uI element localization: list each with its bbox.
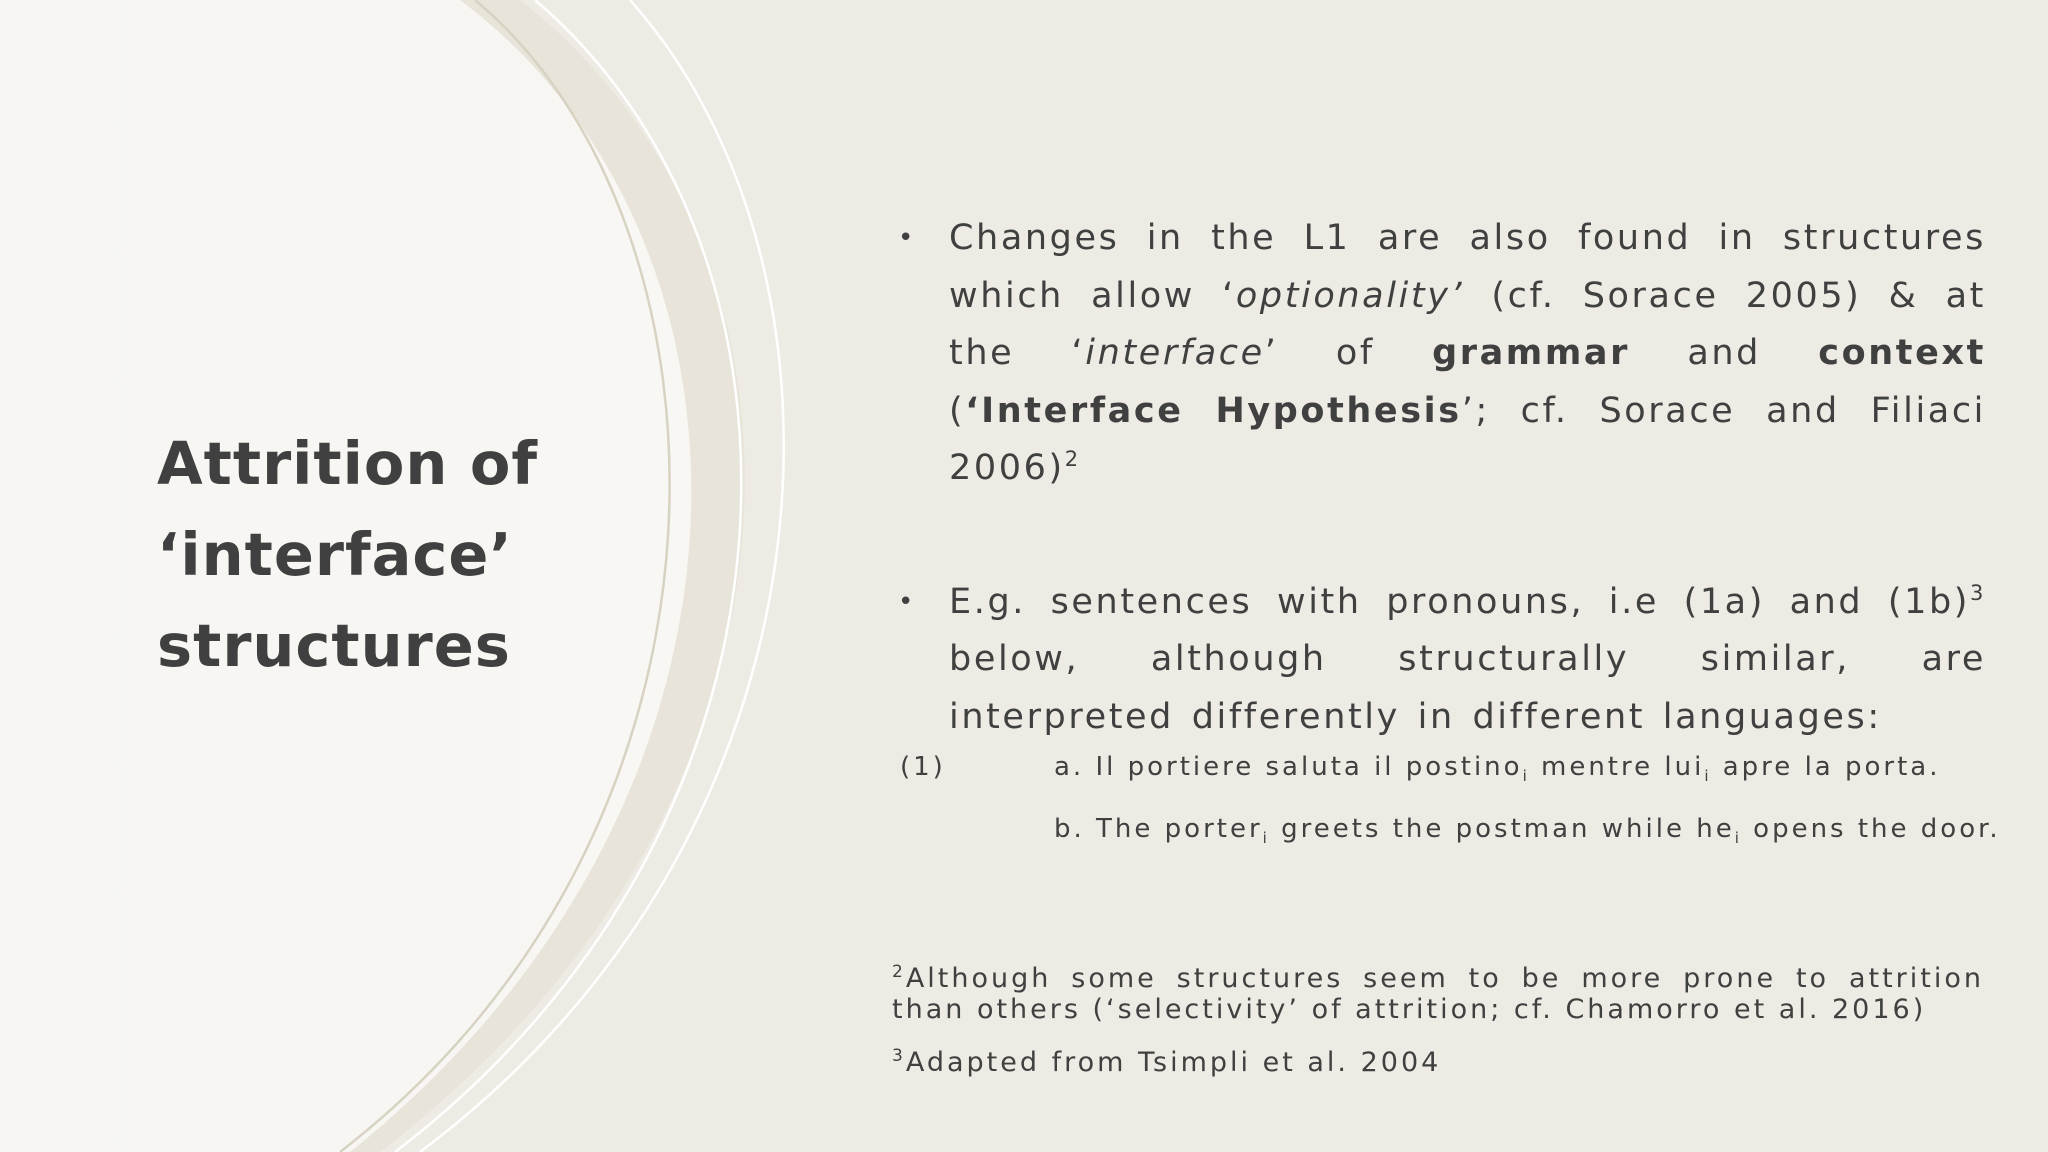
footnote-ref-2: 2 [1064,447,1081,471]
example-sentence-b: b. The porter$_i$ greets the postman while $he_i$ opens the door. [1054,814,2001,847]
footnote-3: $^3$Adapted from Tsimpli et al. 2004 [892,1046,1442,1078]
footnote-ref-3: 3 [1970,580,1986,605]
bullet-dot-icon: • [898,223,916,253]
bullet-dot-icon: • [898,586,916,617]
bullet-item-interface-hypothesis: • Changes in the L1 are also found in structures which allow ‘optionality’ (cf. Sorace 2005) & at the ‘interface’ of grammar and context (‘Interface Hypothesis’; cf. Sorace and Filiaci 2006)$^2$ [898,210,1986,498]
bullet-list [898,210,1986,746]
bullet-item-pronoun-example: • E.g. sentences with pronouns, i.e (1a) and (1b)$^3$ below, although structurally similar, are interpreted differently in different languages: [898,574,1986,747]
slide-title [157,418,717,691]
footnote-2: $^2$Although some structures seem to be more prone to attrition than others (‘selectivity’ of attrition; cf. Chamorro et al. 2016) [892,962,1984,1025]
example-sentence-a: a. Il portiere saluta il postino$_i$ mentre lui$_i$ apre la porta. [1054,752,1941,785]
title-line-3: structures [157,611,511,680]
example-number: (1) [900,752,946,782]
title-line-1: Attrition of [157,429,539,498]
title-line-2: ‘interface’ [157,520,513,589]
